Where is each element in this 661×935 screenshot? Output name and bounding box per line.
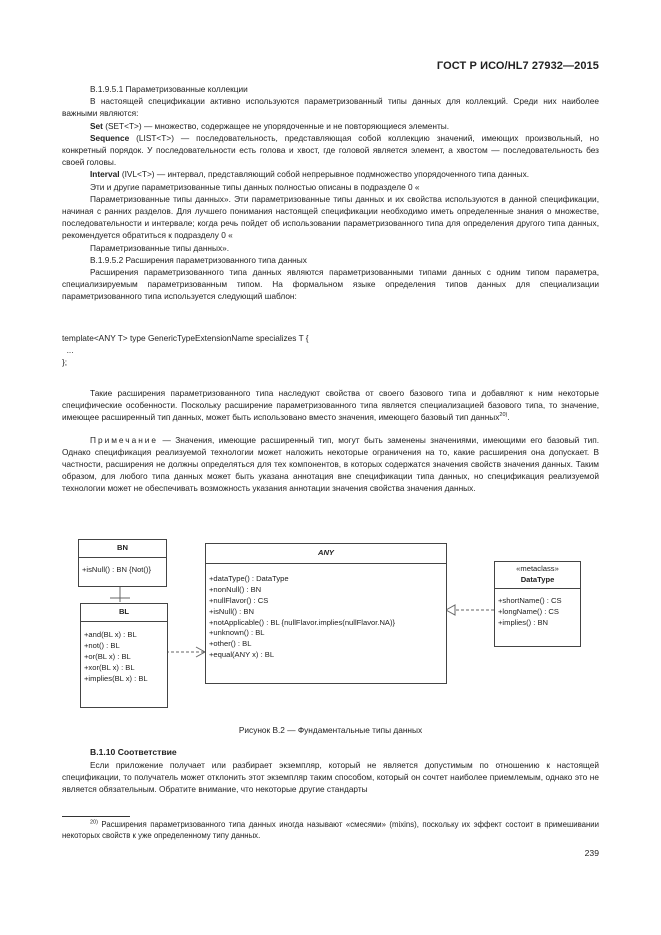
document-header: ГОСТ Р ИСО/HL7 27932—2015 [436,60,599,72]
term-sequence: Sequence [90,132,130,143]
paragraph: Параметризованные типы данных». [90,242,230,253]
term-set: Set [90,120,103,131]
class-member: +or(BL x) : BL [84,651,131,661]
realization-arrow [446,605,455,615]
class-members [206,564,446,663]
paragraph: Эти и другие параметризованные типы данных полностью описаны в подразделе 0 « [90,181,420,192]
footnote-mark: 20) [90,819,98,826]
class-member: +not() : BL [84,640,120,650]
footnote-text: Расширения параметризованного типа данных иногда называют «смесями» (mixins), поскольку их эффект состоит в примешивании некоторых свойств к уже определенному типу данных. [62,820,599,840]
paragraph-end: . [507,412,510,423]
section-title: B.1.10 Соответствие [90,747,177,757]
class-title: DataType [520,574,555,584]
term-interval: Interval [90,169,120,180]
paragraph: Если приложение получает или разбирает экземпляр, который не является допустимым по отношению к настоящей спецификации, то получатель может отклонить этот экземпляр таким способом, который он сочтет наиболее приемлемым, однако это не является обязательным. Обратите внимание, что некоторые другие стандарты [62,760,599,795]
uml-class-any [205,543,447,684]
paragraph-text: Такие расширения параметризованного типа наследуют свойства от своего базового типа и добавляют к ним некоторые специфические особенности. Поскольку расширение параметризованного типа является специализацией базового типа, то значение, имеющее расширенный тип данных, может быть использовано вместо значения, имеющего базовый тип данных [62,388,599,423]
section-text [62,759,599,796]
code-line: }; [62,357,68,368]
class-member: +longName() : CS [498,606,559,616]
term-set-text: (SET<T>) — множество, содержащее не упорядоченные и не повторяющиеся элементы. [102,120,450,131]
class-member: +implies() : BN [498,617,549,627]
code-line: template<ANY T> type GenericTypeExtensionName specializes T { [62,333,309,343]
class-member: +notApplicable() : BL {nullFlavor.implies(nullFlavor.NA)} [209,617,396,627]
class-stereotype: «metaclass» [516,564,559,573]
paragraph: Параметризованные типы данных». Эти параметризованные типы данных и их свойства используются в данной спецификации, начиная с ранних разделов. Для лучшего понимания настоящей спецификации необходимо иметь определенные знания о множестве, последовательности и интервале; когда речь пойдет об использовании параметризованного типа для определения другого типа данных, рекомендуется обратиться к подразделу 0 « [62,193,599,241]
uml-class-bl [80,603,168,708]
note-text: — Значения, имеющие расширенный тип, могут быть заменены значениями, имеющими его базовый тип. Однако спецификация реализуемой технологии может наложить некоторые ограничения на то, какие расширения она допускает. В частности, расширения не должны определяться для тех компонентов, в которых содержатся значения свойств значения данных. Таким образом, для любого типа данных может быть указана аннотация вне спецификации типа данных, но спецификация реализуемой технологии может не обеспечивать возможность указания аннотации значения свойства значения данных. [62,434,599,494]
figure-caption: Рисунок B.2 — Фундаментальные типы данных [238,725,423,735]
class-members [79,558,166,578]
term-interval-text: (IVL<T>) — интервал, представляющий собой непрерывное подмножество упорядоченного типа данных. [119,169,530,180]
class-member: +isNull() : BN {Not()} [82,564,151,574]
class-member: +dataType() : DataType [209,573,289,583]
class-header [495,562,580,589]
class-title: BL [81,604,167,622]
note-label: Примечание [90,434,159,445]
page-number: 239 [584,848,599,858]
uml-class-datatype [494,561,581,647]
class-member: +other() : BL [209,639,252,649]
section-heading: B.1.9.5.2 Расширения параметризованного типа данных [90,254,307,265]
class-title: BN [79,540,166,558]
paragraph: В настоящей спецификации активно используются параметризованный типы данных для коллекций. Среди них наиболее важными являются: [62,96,599,119]
class-title: ANY [206,544,446,564]
class-member: +and(BL x) : BL [84,629,137,639]
class-member: +nullFlavor() : CS [209,595,269,605]
code-line: ... [62,345,74,356]
term-sequence-text: (LIST<T>) — последовательность, представляющая собой коллекцию значений, имеющих произвольный, но конкретный порядок. У последовательности есть голова и хвост, где головой является элемент, а хвостом — последовательность без своей головы. [62,132,599,168]
class-member: +shortName() : CS [498,595,562,605]
class-member: +isNull() : BN [209,606,254,616]
class-members [495,589,580,631]
paragraph: Расширения параметризованного типа данных являются параметризованными типами данных с одним типом параметра, специализируемым параметризованным типом. На формальном языке определения типов данных для специализации параметризованного типа используется следующий шаблон: [62,267,599,302]
class-members [81,622,167,687]
uml-class-bn [78,539,167,587]
class-member: +equal(ANY x) : BL [209,650,275,660]
class-member: +implies(BL x) : BL [84,673,148,683]
footnote-divider [62,816,130,817]
class-member: +nonNull() : BN [209,584,262,594]
class-member: +xor(BL x) : BL [84,662,135,672]
footnote [62,819,599,841]
class-member: +unknown() : BL [209,628,265,638]
footnote-ref: 20) [499,412,508,419]
section-heading: B.1.9.5.1 Параметризованные коллекции [90,84,248,94]
